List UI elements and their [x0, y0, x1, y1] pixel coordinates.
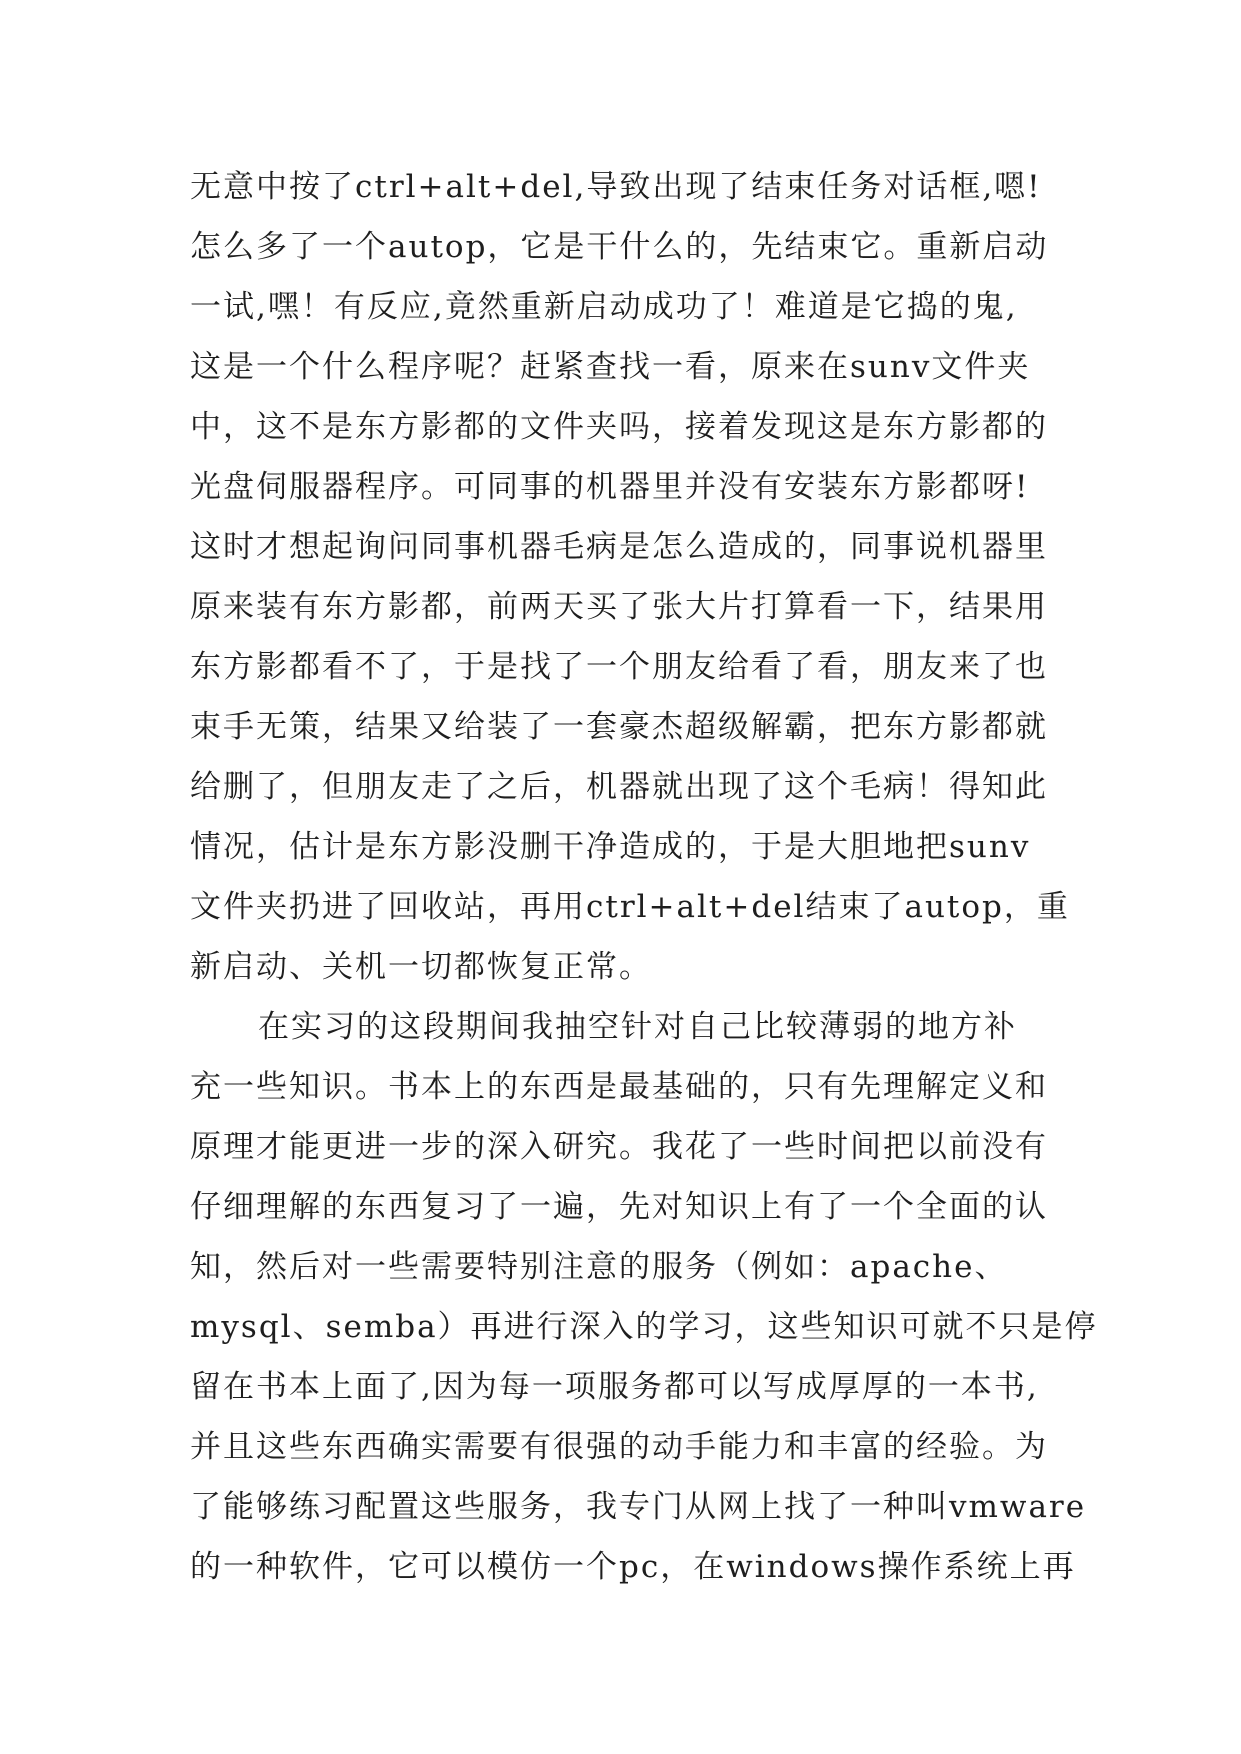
- paragraph-1-line-9: 东方影都看不了，于是找了一个朋友给看了看，朋友来了也: [190, 649, 1048, 685]
- paragraph-2-line-10: 的一种软件，它可以模仿一个pc，在windows操作系统上再: [190, 1549, 1076, 1585]
- paragraph-1-line-7: 这时才想起询问同事机器毛病是怎么造成的，同事说机器里: [190, 529, 1048, 565]
- paragraph-1-line-5: 中，这不是东方影都的文件夹吗，接着发现这是东方影都的: [190, 409, 1048, 445]
- paragraph-1-line-3: 一试,嘿！有反应,竟然重新启动成功了！难道是它捣的鬼,: [190, 289, 1018, 325]
- paragraph-1-line-11: 给删了，但朋友走了之后，机器就出现了这个毛病！得知此: [190, 769, 1048, 805]
- paragraph-1-line-14: 新启动、关机一切都恢复正常。: [190, 949, 652, 985]
- paragraph-2-line-8: 并且这些东西确实需要有很强的动手能力和丰富的经验。为: [190, 1429, 1048, 1465]
- paragraph-1-line-12: 情况，估计是东方影没删干净造成的，于是大胆地把sunv: [190, 829, 1031, 865]
- paragraph-2-line-7: 留在书本上面了,因为每一项服务都可以写成厚厚的一本书,: [190, 1369, 1039, 1405]
- document-body: [190, 157, 1098, 1597]
- paragraph-2-line-3: 原理才能更进一步的深入研究。我花了一些时间把以前没有: [190, 1129, 1048, 1165]
- paragraph-1-line-4: 这是一个什么程序呢？赶紧查找一看，原来在sunv文件夹: [190, 349, 1031, 385]
- paragraph-2-line-4: 仔细理解的东西复习了一遍，先对知识上有了一个全面的认: [190, 1189, 1048, 1225]
- paragraph-2-line-6: mysql、semba）再进行深入的学习，这些知识可就不只是停: [190, 1309, 1098, 1345]
- paragraph-2-line-5: 知，然后对一些需要特别注意的服务（例如：apache、: [190, 1249, 1008, 1285]
- paragraph-1-line-6: 光盘伺服器程序。可同事的机器里并没有安装东方影都呀!: [190, 469, 1030, 505]
- paragraph-2-line-1: 在实习的这段期间我抽空针对自己比较薄弱的地方补: [258, 1009, 1017, 1045]
- paragraph-1-line-2: 怎么多了一个autop，它是干什么的，先结束它。重新启动: [190, 229, 1049, 265]
- paragraph-1-line-8: 原来装有东方影都，前两天买了张大片打算看一下，结果用: [190, 589, 1048, 625]
- paragraph-1-line-13: 文件夹扔进了回收站，再用ctrl+alt+del结束了autop，重: [190, 889, 1070, 925]
- paragraph-1-line-1: 无意中按了ctrl+alt+del,导致出现了结束任务对话框,嗯!: [190, 169, 1042, 205]
- paragraph-2-line-9: 了能够练习配置这些服务，我专门从网上找了一种叫vmware: [190, 1489, 1087, 1525]
- paragraph-1-line-10: 束手无策，结果又给装了一套豪杰超级解霸，把东方影都就: [190, 709, 1048, 745]
- paragraph-2-line-2: 充一些知识。书本上的东西是最基础的，只有先理解定义和: [190, 1069, 1048, 1105]
